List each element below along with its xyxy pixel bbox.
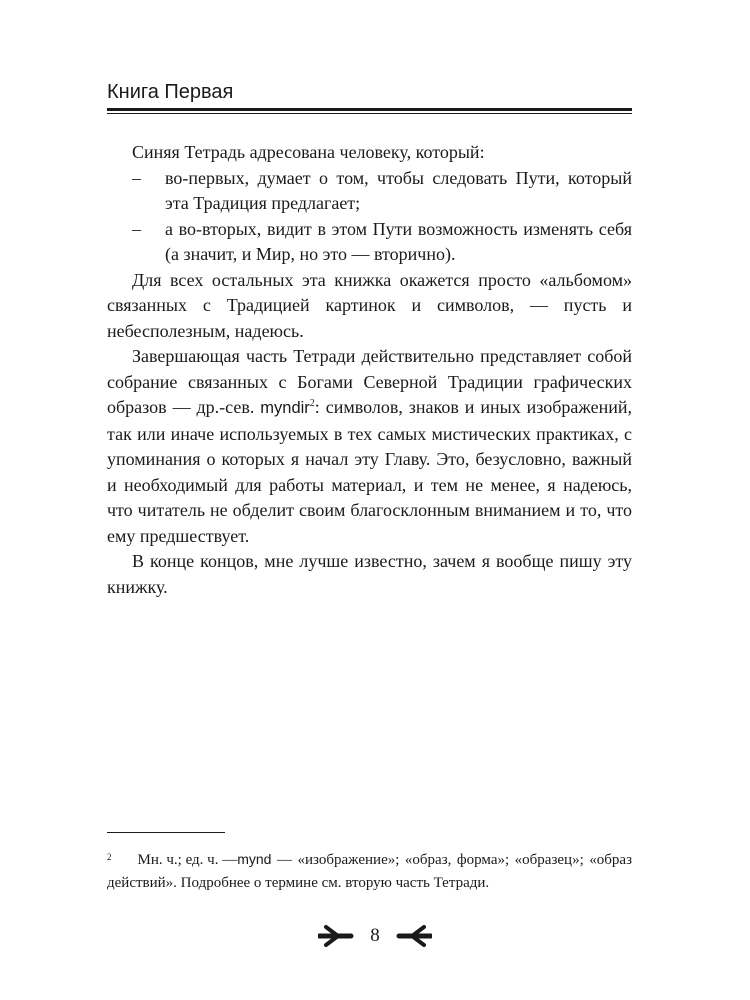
footnote <box>107 848 632 895</box>
footnote-ref[interactable]: 2 <box>309 398 315 409</box>
header-rule-thin <box>107 113 632 114</box>
page-number: 8 <box>370 925 380 946</box>
footnote-text-start: Мн. ч.; ед. ч. — <box>137 852 238 868</box>
rune-ornament-right-icon <box>396 924 432 948</box>
term-mynd: mynd <box>237 851 272 867</box>
paragraph-album: Для всех остальных эта книжка окажется просто «альбомом» связанных с Традицией картинок и символов, — пусть и небесполезным, надеюсь. <box>107 269 632 341</box>
paragraph-text: Завершающая часть Тетради действительно представляет собой собрание связанных с Богами Северной Традиции графических образов — др.-сев. <box>107 346 632 417</box>
book-title: Книга Первая <box>107 81 234 103</box>
footnote-text: — «изображение»; «образ, форма»; «образец»; «образ действий». Подробнее о термине см. вторую часть Тетради. <box>107 852 632 891</box>
intro-paragraph: Синяя Тетрадь адресована человеку, который: <box>132 142 485 162</box>
list-item <box>107 217 632 268</box>
list-item-text: а во-вторых, видит в этом Пути возможность изменять себя (а значит, и Мир, но это — вторично). <box>165 218 632 264</box>
header-rule-thick <box>107 108 632 111</box>
list-dash: – <box>132 218 141 239</box>
paragraph-closing: В конце концов, мне лучше известно, зачем я вообще пишу эту книжку. <box>107 551 632 597</box>
paragraph-myndir <box>107 344 632 549</box>
list-item-text: во-первых, думает о том, чтобы следовать Пути, который эта Традиция предлагает; <box>165 167 632 213</box>
footnote-number: 2 <box>107 852 112 862</box>
main-text <box>107 140 632 600</box>
page-footer <box>0 921 750 951</box>
rune-ornament-left-icon <box>318 924 354 948</box>
paragraph-text: : символов, знаков и иных изображений, так или иначе используемых в тех самых мистических практиках, с упоминания о которых я начал эту Главу. Это, безусловно, важный и необходимый для работы материал, и тем не менее, я надеюсь, что читатель не обделит своим благосклонным вниманием и то, что ему предшествует. <box>107 397 632 546</box>
list-item <box>107 166 632 217</box>
list-dash: – <box>132 167 141 188</box>
footnote-rule <box>107 832 225 833</box>
running-header <box>107 80 632 114</box>
term-myndir: myndir <box>260 399 310 417</box>
